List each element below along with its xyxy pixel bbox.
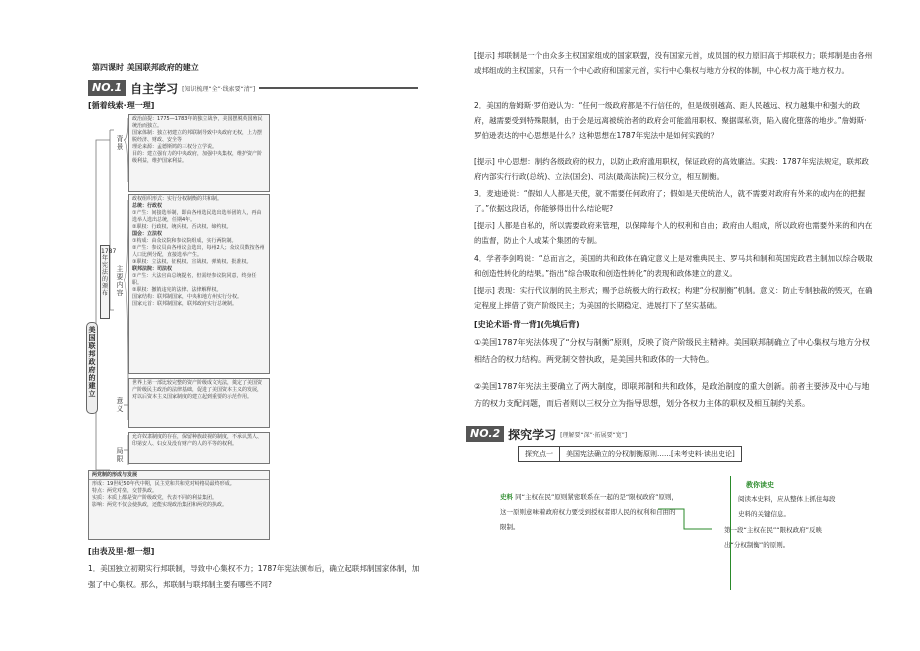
source-text: 同“主权在民”原则紧密联系在一起的是“限权政府”原则，这一原则意味着政府权力要受到授权者即人民的权利和自由的限制。 [500, 493, 679, 531]
memo-1: ①美国1787年宪法体现了“分权与制衡”原则，反映了资产阶级民主精神。美国联邦制确立了中心集权与地方分权相结合的权力结构。两党制交替执政，是美国共和政体的一大特色。 [474, 338, 870, 364]
bg-item: 政治前提：1775—1783年的独立战争，美国摆脱英国殖民统治而独立。 [132, 116, 263, 129]
reflect-heading: [由表及里·想一想] [88, 547, 155, 556]
teach-text-2: 第一段“主权在民”“限权政府”反映出“分权制衡”的原则。 [724, 526, 822, 549]
party-item: 特点：两党对垒，交替执政。 [92, 488, 158, 494]
content-item: 政权组织形式：实行分权制衡的共和制。 [132, 196, 223, 202]
section-header-2 [466, 426, 636, 442]
limit-box: 允许奴隶制度的存在，保留种族歧视的制度，不承认黑人、印第安人、妇女及没有财产的人的平等的权利。 [128, 432, 270, 464]
divider [259, 87, 418, 89]
section-no: NO.1 [88, 80, 126, 96]
party-item: 影响：两党不仅会使执政，还能实现政治集团和两党的执政。 [92, 502, 228, 508]
party-box [88, 470, 270, 540]
content-item: ①构成：由众议院和参议院组成，实行两院制。 [132, 238, 237, 244]
content-item: 联邦法院：司法权 [132, 266, 173, 272]
annotation-arrow [656, 505, 716, 535]
party-item: 实质：本质上都是资产阶级政党，代表不同的利益集团。 [92, 495, 218, 501]
section-subtitle: [知识梳理“全”·线索要“清”] [182, 85, 256, 93]
party-item: 形成：19世纪50年代中期，民主党和共和党对峙格局最终形成。 [92, 481, 235, 487]
branch-limit: 局限 [116, 447, 124, 463]
memo-heading: [史论术语·背一背](先填后背) [474, 320, 580, 329]
hint-4: [提示] 表现：实行代议制的民主形式；赐予总统极大的行政权；构建“分权制衡”机制。意义：防止专制独裁的毁灭，在确定程度上摔借了资产阶级民主；为美国的长期稳定、进展打下了坚实基础。 [474, 286, 873, 310]
section-no: NO.2 [466, 426, 504, 442]
lesson-title: 第四课时 美国联邦政府的建立 [92, 63, 199, 72]
party-title: 两党制的形成与发展 [89, 472, 269, 480]
right-page [460, 0, 920, 651]
section-subtitle: [理解要“深”·拓展要“宽”] [560, 431, 628, 439]
table-cell: 美国宪法确立的分权制衡原则……[未考史料·读出史论] [560, 447, 742, 462]
content-item: ②职权：撤销违宪的法律、法律解释权。 [132, 287, 222, 293]
branch-content: 主要内容 [116, 265, 124, 297]
explore-table [518, 446, 742, 462]
branch-meaning: 意义 [116, 397, 124, 413]
hint-3: [提示] 人都是自私的，所以需要政府来管理，以保障每个人的权利和自由；政府由人组成，所以政府也需要外来的和内在的监督，防止个人或某个集团的专制。 [474, 221, 873, 245]
content-item: 国会：立法权 [132, 231, 163, 237]
content-item: 国家元首：联邦制国家，联邦政府实行总统制。 [132, 301, 238, 307]
teach-text-1: 阅读本史料，应从整体上抓住每段史料的关键信息。 [738, 495, 836, 518]
mindmap-center: 美国联邦政府的建立 [86, 322, 98, 414]
teach-title: 教你读史 [746, 481, 774, 489]
content-box [128, 194, 270, 374]
source-label: 史料 [500, 493, 513, 501]
question-3: 3．麦迪逊说：“假如人人都是天使，就不需要任何政府了；假如是天使统治人，就不需要对政府有外来的或内在的把握了。”依据这段话，你能够得出什么结论呢? [474, 189, 866, 213]
hint-2: [提示] 中心思想：制约各级政府的权力，以防止政府滥用职权，保证政府的高效廉洁。实践：1787年宪法规定，联邦政府内部实行行政(总统)、立法(国会)、司法(最高法院)三权分立，相互制衡。 [474, 157, 869, 181]
section-header-1 [88, 80, 418, 96]
source-block [500, 490, 680, 535]
hint-1: [提示] 邦联制是一个由众多主权国家组成的国家联盟，没有国家元首，成员国的权力原旧高于邦联权力；联邦制是由各州或邦组成的主权国家，只有一个中心政府和国家元首，实行中心集权与地方分权的体制，中心权力高于地方权力。 [474, 51, 873, 75]
content-item: 国家结构：联邦制国家，中央和地方州实行分权。 [132, 294, 243, 300]
table-cell: 探究点一 [519, 447, 560, 462]
bg-item: 国家体制：独立初建立的邦联制导致中央政府无权，上力摆脱经济、财政、安全等 [132, 130, 263, 143]
background-box [128, 114, 270, 192]
branch-background: 背景 [116, 135, 124, 151]
question-1: 1．美国独立初期实行邦联制，导致中心集权不力；1787年宪法颁布后，确立起联邦制国家体制，加强了中心集权。那么，邦联制与联邦制主要有哪些不同? [88, 564, 420, 589]
clue-heading: [循着线索·理一理] [88, 101, 155, 110]
memo-2: ②美国1787年宪法主要确立了两大制度，即联邦制和共和政体，是政治制度的重大创新。前者主要涉及中心与地方的权力支配问题，而后者则以三权分立为指导思想，划分各权力主体的职权及相互制约关系。 [474, 382, 870, 408]
section-title: 探究学习 [508, 427, 557, 442]
mindmap-mid: 1787年宪法的颁布 [100, 245, 110, 319]
content-item: ②产生：参议员由各州议会选出，每州2人；众议员数按各州人口比例分配，直接选举产生。 [132, 245, 265, 258]
meaning-box: 世界上第一部比较完整的资产阶级成文宪法，奠定了美国资产阶级民主政治的法律基础，促进了美国资本主义的发展，对以后资本主义国家制度的建立起到重要的示范作用。 [128, 378, 270, 428]
question-4: 4．学者李剑鸣说：“总而言之，美国的共和政体在确定意义上是对雅典民主、罗马共和制和英国宪政君主制加以综合吸取和创造性转化的结果。”指出“综合吸取和创造性转化”的表现和政体建立的意义。 [474, 254, 873, 278]
content-item: ①产生：大法官由总统提名，但需经参议院同意，终身任职。 [132, 273, 257, 286]
content-item: 总统：行政权 [132, 203, 163, 209]
content-item: ①产生：间接选举制，即由各州选民选出选举团的人，再由选举人选出总统，任期4年。 [132, 210, 262, 223]
content-item: ③职权：立法权、征税权、宣战权、弹劾权、批准权。 [132, 259, 252, 265]
table-row [519, 447, 742, 462]
section-title: 自主学习 [130, 81, 179, 96]
content-item: ②职权：行政权、统兵权、否决权、缔约权。 [132, 224, 232, 230]
bg-item: 目的：建立强有力的中央政府，加强中央集权，维护资产阶级利益，维护国家利益。 [132, 151, 263, 164]
bg-item: 理论来源：孟德斯鸠的三权分立学说。 [132, 144, 218, 150]
question-2: 2．美国的詹姆斯·罗伯逊认为：“任何一级政府都是不行信任的，但是级别越高、距人民越远、权力越集中和强大的政府，越需要受到特殊限制，由于会是远离被统治者的政府会可能滥用职权、聚据谋私资，陷入腐化堕落的地步。”詹姆斯·罗伯逊表达的中心思想是什么？这种思想在1787年宪法中是如何实践的？ [474, 101, 867, 140]
